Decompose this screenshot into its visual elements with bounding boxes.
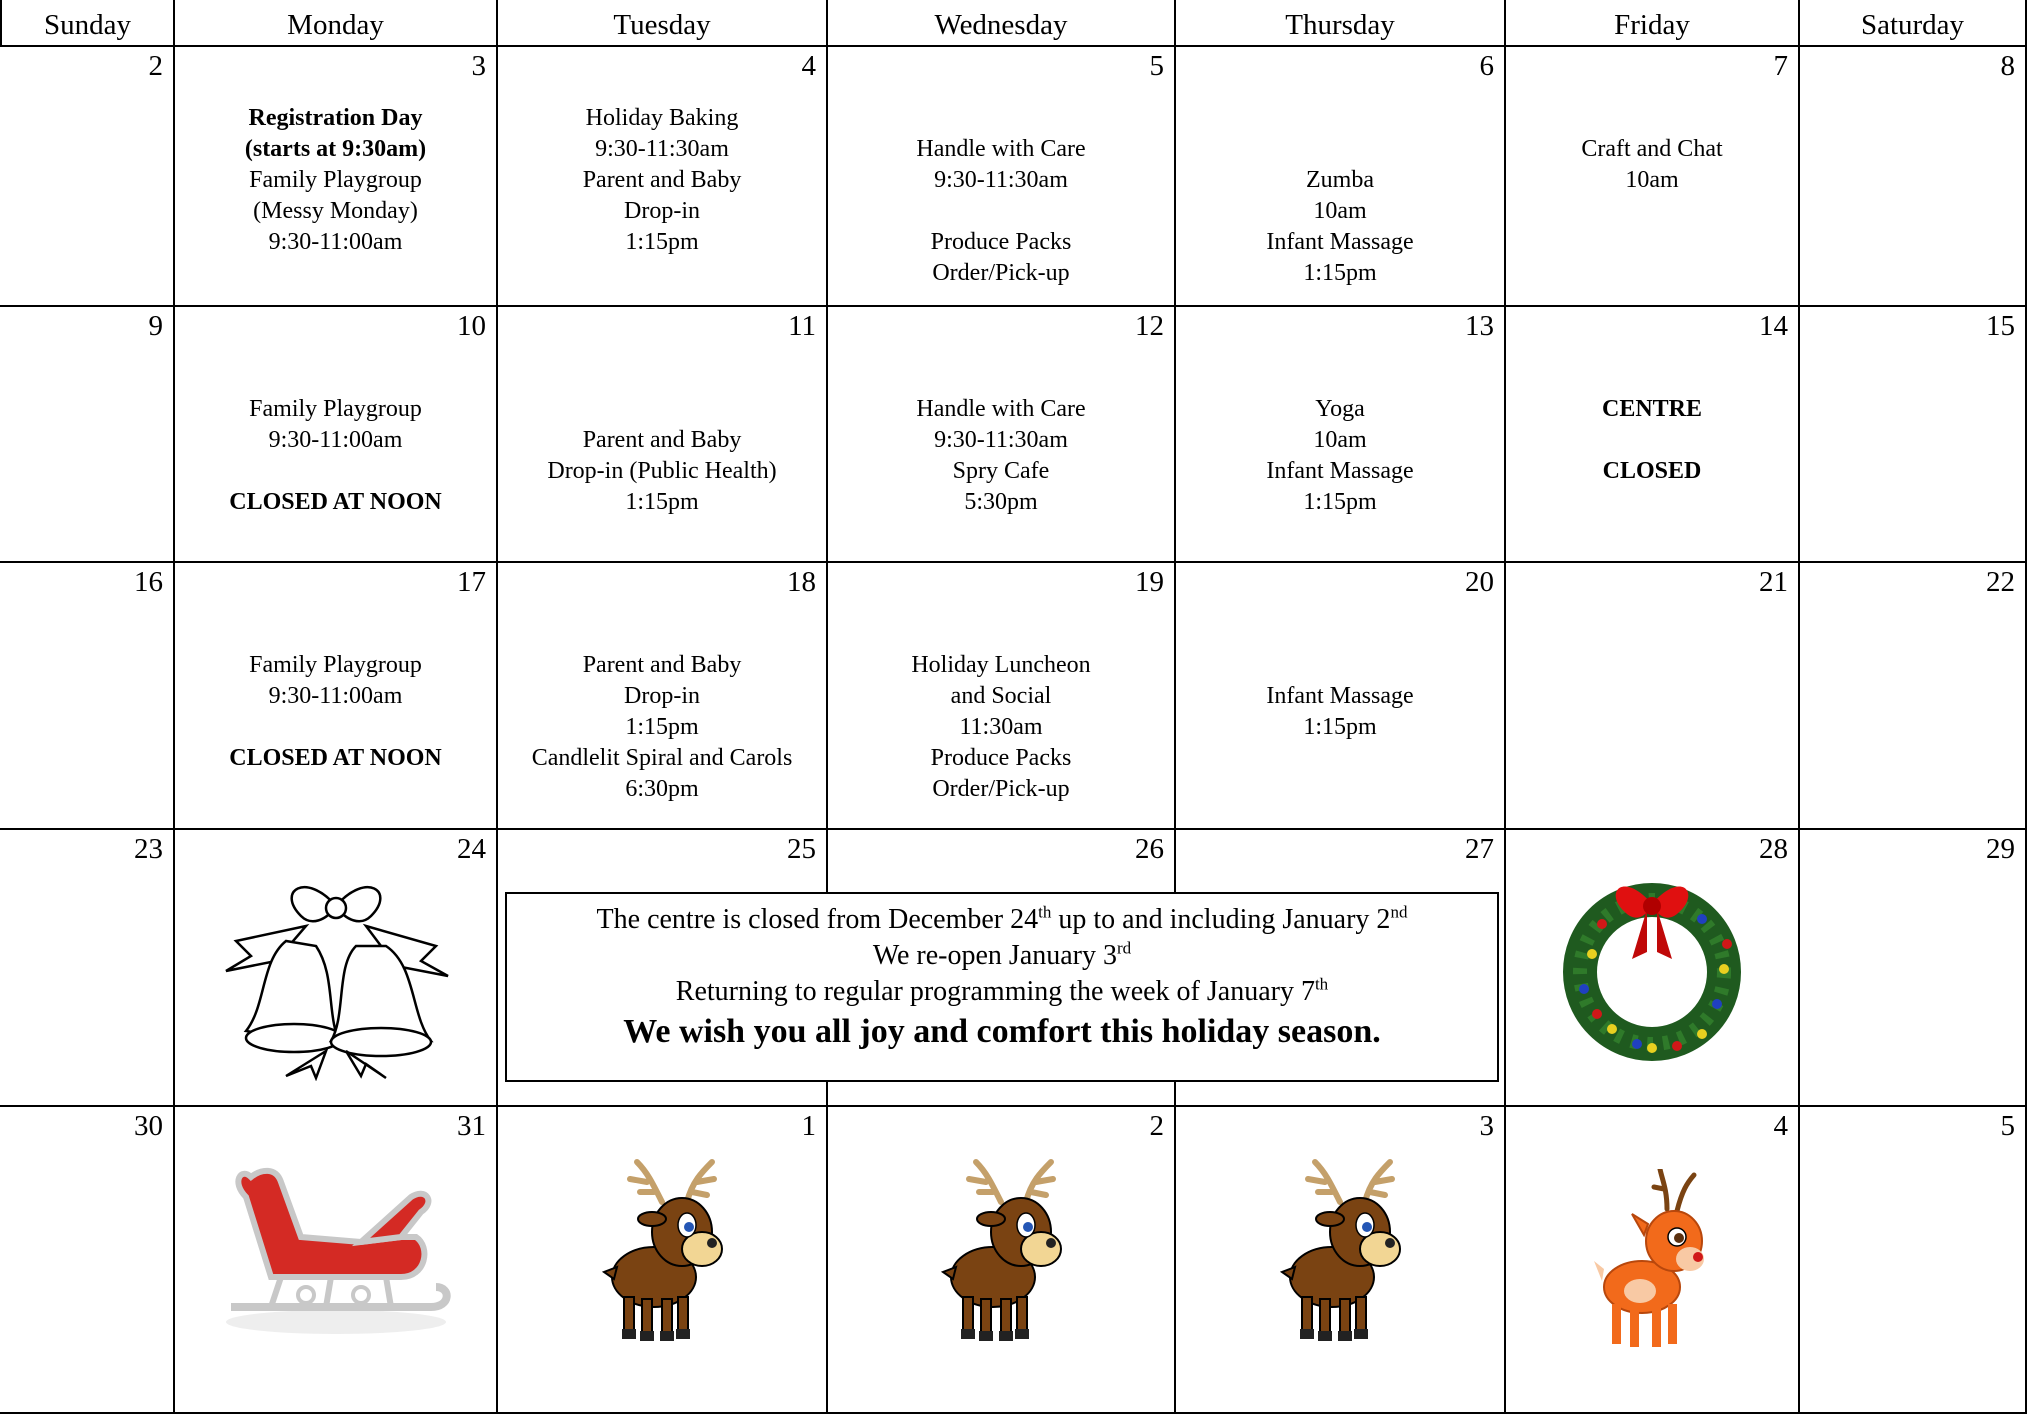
day-number: 13: [1465, 310, 1494, 342]
event-line: [1176, 103, 1504, 134]
event-line: [175, 456, 496, 487]
day-number: 6: [1479, 50, 1494, 82]
day-events: [1506, 103, 1798, 196]
event-line: [1176, 650, 1504, 681]
event-line: 1:15pm: [625, 229, 699, 255]
day-number: 27: [1465, 833, 1494, 865]
day-number: 9: [148, 310, 163, 342]
day-cell: [175, 1107, 498, 1414]
day-cell: [1506, 563, 1800, 830]
event-line: [1506, 363, 1798, 394]
event-line: [828, 196, 1174, 227]
reindeer-icon: [931, 1157, 1071, 1352]
weekday-header-friday: Friday: [1506, 0, 1800, 47]
day-cell: [1506, 47, 1800, 307]
event-line: 10am: [1313, 198, 1367, 224]
event-line: 1:15pm: [625, 714, 699, 740]
event-line: Produce Packs: [930, 745, 1072, 771]
event-line: Handle with Care: [916, 136, 1086, 162]
event-line: (starts at 9:30am): [244, 136, 427, 162]
day-cell: [1176, 47, 1506, 307]
day-number: 7: [1773, 50, 1788, 82]
event-line: Parent and Baby: [582, 167, 742, 193]
event-line: Drop-in (Public Health): [547, 458, 777, 484]
day-number: 28: [1759, 833, 1788, 865]
day-number: 20: [1465, 566, 1494, 598]
day-cell: [0, 307, 175, 563]
weekday-header-thursday: Thursday: [1176, 0, 1506, 47]
event-line: [1506, 103, 1798, 134]
day-cell: [1176, 1107, 1506, 1414]
day-cell: [828, 563, 1176, 830]
event-line: Holiday Luncheon: [911, 652, 1091, 678]
reindeer-icon: [1270, 1157, 1410, 1352]
event-line: CLOSED AT NOON: [229, 489, 442, 515]
weekday-header-saturday: Saturday: [1800, 0, 2027, 47]
weekday-header-wednesday: Wednesday: [828, 0, 1176, 47]
day-cell: [498, 563, 828, 830]
event-line: 9:30-11:00am: [268, 427, 403, 453]
day-number: 26: [1135, 833, 1164, 865]
day-events: [828, 619, 1174, 805]
day-number: 16: [134, 566, 163, 598]
day-number: 11: [788, 310, 816, 342]
event-line: CENTRE: [1601, 396, 1703, 422]
day-cell: [1506, 830, 1800, 1107]
event-line: Produce Packs: [930, 229, 1072, 255]
day-cell: [0, 47, 175, 307]
day-cell: [1800, 47, 2027, 307]
day-number: 10: [457, 310, 486, 342]
day-cell: [498, 307, 828, 563]
event-line: [1506, 425, 1798, 456]
event-line: [1176, 619, 1504, 650]
event-line: [175, 712, 496, 743]
event-line: [828, 103, 1174, 134]
event-line: 10am: [1313, 427, 1367, 453]
sleigh-icon: [211, 1137, 461, 1342]
event-line: Holiday Baking: [585, 105, 739, 131]
event-line: [828, 619, 1174, 650]
event-line: Zumba: [1306, 167, 1374, 193]
day-number: 14: [1759, 310, 1788, 342]
day-events: [828, 363, 1174, 518]
event-line: [1176, 134, 1504, 165]
event-line: (Messy Monday): [253, 198, 418, 224]
event-line: Drop-in: [624, 683, 700, 709]
day-number: 8: [2000, 50, 2015, 82]
day-cell: [0, 563, 175, 830]
day-cell: [175, 830, 498, 1107]
holiday-closure-notice: The centre is closed from December 24th up to and including January 2nd We re-open January 3rd Returning to regular programming the week of January 7th We wish you all joy and comfort this holiday season.: [505, 892, 1499, 1082]
day-cell: [498, 1107, 828, 1414]
event-line: Yoga: [1315, 396, 1365, 422]
day-cell: [828, 1107, 1176, 1414]
day-events: [498, 103, 826, 258]
day-cell: [498, 47, 828, 307]
day-cell: [175, 563, 498, 830]
event-line: Drop-in: [624, 198, 700, 224]
day-events: [175, 619, 496, 774]
event-line: 6:30pm: [625, 776, 699, 802]
day-number: 12: [1135, 310, 1164, 342]
day-number: 4: [1773, 1110, 1788, 1142]
event-line: Family Playgroup: [249, 396, 422, 422]
event-line: 10am: [1625, 167, 1679, 193]
day-events: [175, 363, 496, 518]
day-cell: [0, 1107, 175, 1414]
day-events: [1176, 103, 1504, 289]
day-number: 18: [787, 566, 816, 598]
event-line: Craft and Chat: [1581, 136, 1723, 162]
day-number: 31: [457, 1110, 486, 1142]
event-line: [498, 619, 826, 650]
day-cell: [1800, 307, 2027, 563]
day-number: 22: [1986, 566, 2015, 598]
day-cell: [1506, 307, 1800, 563]
event-line: 1:15pm: [625, 489, 699, 515]
day-cell: [1176, 563, 1506, 830]
event-line: Registration Day: [248, 105, 423, 131]
day-number: 23: [134, 833, 163, 865]
event-line: [498, 363, 826, 394]
day-events: [1506, 363, 1798, 487]
weekday-header-tuesday: Tuesday: [498, 0, 828, 47]
event-line: 9:30-11:30am: [595, 136, 729, 162]
day-number: 2: [148, 50, 163, 82]
day-cell: [1800, 1107, 2027, 1414]
event-line: 9:30-11:00am: [268, 229, 403, 255]
day-events: [1176, 363, 1504, 518]
event-line: Candlelit Spiral and Carols: [531, 745, 793, 771]
event-line: 5:30pm: [964, 489, 1038, 515]
day-cell: [0, 830, 175, 1107]
day-cell: [828, 47, 1176, 307]
event-line: Order/Pick-up: [932, 776, 1070, 802]
event-line: CLOSED AT NOON: [229, 745, 442, 771]
reindeer-icon: [592, 1157, 732, 1352]
day-cell: [175, 47, 498, 307]
day-number: 21: [1759, 566, 1788, 598]
event-line: 1:15pm: [1303, 260, 1377, 286]
weekday-header-monday: Monday: [175, 0, 498, 47]
day-number: 30: [134, 1110, 163, 1142]
event-line: Spry Cafe: [952, 458, 1050, 484]
day-events: [828, 103, 1174, 289]
day-number: 3: [1479, 1110, 1494, 1142]
event-line: Infant Massage: [1266, 683, 1414, 709]
event-line: 11:30am: [959, 714, 1043, 740]
day-cell: [1506, 1107, 1800, 1414]
day-number: 17: [457, 566, 486, 598]
event-line: 9:30-11:30am: [934, 167, 1068, 193]
event-line: [1176, 363, 1504, 394]
day-number: 2: [1149, 1110, 1164, 1142]
event-line: Parent and Baby: [582, 652, 742, 678]
day-number: 5: [1149, 50, 1164, 82]
event-line: 1:15pm: [1303, 489, 1377, 515]
event-line: Order/Pick-up: [932, 260, 1070, 286]
bells-icon: [216, 866, 456, 1086]
event-line: [828, 363, 1174, 394]
day-number: 19: [1135, 566, 1164, 598]
event-line: [175, 363, 496, 394]
fawn-icon: [1582, 1169, 1722, 1364]
wreath-icon: [1552, 864, 1752, 1069]
day-cell: [1800, 563, 2027, 830]
day-events: [498, 619, 826, 805]
event-line: 9:30-11:30am: [934, 427, 1068, 453]
day-cell: [1800, 830, 2027, 1107]
day-number: 24: [457, 833, 486, 865]
day-number: 25: [787, 833, 816, 865]
event-line: Family Playgroup: [249, 652, 422, 678]
day-events: [498, 363, 826, 518]
day-number: 1: [801, 1110, 816, 1142]
day-events: [175, 103, 496, 258]
event-line: [498, 394, 826, 425]
day-number: 3: [471, 50, 486, 82]
event-line: [175, 619, 496, 650]
event-line: Handle with Care: [916, 396, 1086, 422]
event-line: 1:15pm: [1303, 714, 1377, 740]
event-line: and Social: [950, 683, 1052, 709]
day-cell: [828, 307, 1176, 563]
day-number: 5: [2000, 1110, 2015, 1142]
event-line: Family Playgroup: [249, 167, 422, 193]
event-line: Parent and Baby: [582, 427, 742, 453]
event-line: CLOSED: [1602, 458, 1702, 484]
day-cell: [175, 307, 498, 563]
event-line: Infant Massage: [1266, 229, 1414, 255]
day-events: [1176, 619, 1504, 743]
day-number: 4: [801, 50, 816, 82]
day-number: 15: [1986, 310, 2015, 342]
holiday-wish: We wish you all joy and comfort this holiday season.: [623, 1013, 1381, 1050]
event-line: Infant Massage: [1266, 458, 1414, 484]
weekday-header-sunday: Sunday: [0, 0, 175, 47]
day-number: 29: [1986, 833, 2015, 865]
event-line: 9:30-11:00am: [268, 683, 403, 709]
day-cell: [1176, 307, 1506, 563]
